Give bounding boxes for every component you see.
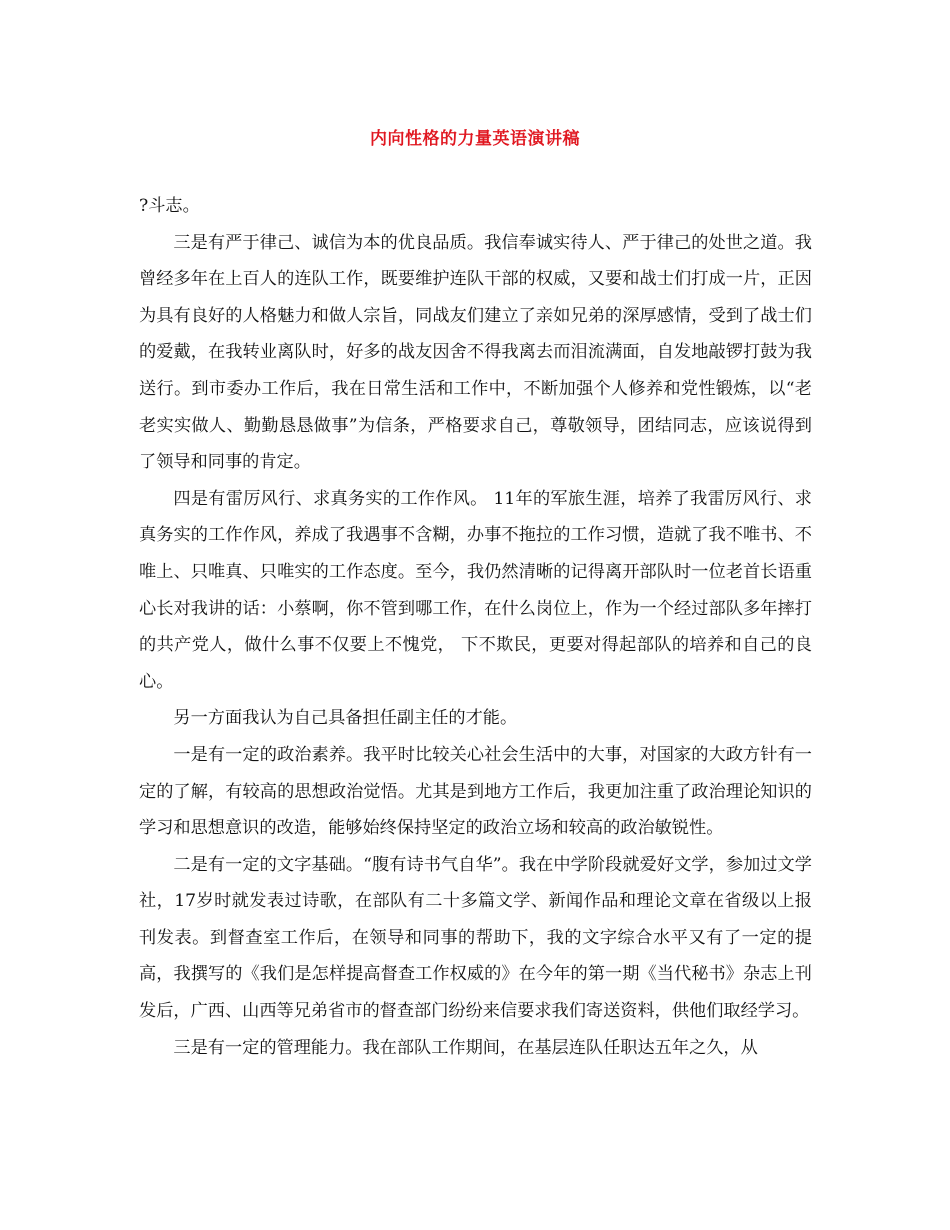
paragraph: 另一方面我认为自己具备担任副主任的才能。 bbox=[173, 708, 518, 729]
paragraph: 四是有雷厉风行、求真务实的工作作风。 11年的军旅生涯，培养了我雷厉风行、求真务实的工作作风，养成了我遇事不含糊，办事不拖拉的工作习惯，造就了我不唯书、不唯上、只唯真、只唯实的工作态度。至今，我仍然清晰的记得离开部队时一位老首长语重心长对我讲的话：小蔡啊，你不管到哪工作，在什么岗位上，作为一个经过部队多年摔打的共产党人，做什么事不仅要上不愧党， 下不欺民，更要对得起部队的培养和自己的良心。 bbox=[139, 488, 812, 692]
paragraph: 三是有严于律己、诚信为本的优良品质。我信奉诚实待人、严于律己的处世之道。我曾经多年在上百人的连队工作，既要维护连队干部的权威，又要和战士们打成一片，正因为具有良好的人格魅力和做人宗旨，同战友们建立了亲如兄弟的深厚感情，受到了战士们的爱戴，在我转业离队时，好多的战友因舍不得我离去而泪流满面，自发地敲锣打鼓为我送行。到市委办工作后，我在日常生活和工作中，不断加强个人修养和党性锻炼，以“老老实实做人、勤勤恳恳做事”为信条，严格要求自己，尊敬领导，团结同志，应该说得到了领导和同事的肯定。 bbox=[139, 232, 812, 473]
document-body bbox=[139, 188, 812, 1066]
paragraph: 二是有一定的文字基础。“腹有诗书气自华”。我在中学阶段就爱好文学，参加过文学社，17岁时就发表过诗歌，在部队有二十多篇文学、新闻作品和理论文章在省级以上报刊发表。到督查室工作后，在领导和同事的帮助下，我的文字综合水平又有了一定的提高，我撰写的《我们是怎样提高督查工作权威的》在今年的第一期《当代秘书》杂志上刊发后，广西、山西等兄弟省市的督查部门纷纷来信要求我们寄送资料，供他们取经学习。 bbox=[139, 854, 812, 1022]
paragraph: 三是有一定的管理能力。我在部队工作期间，在基层连队任职达五年之久，从 bbox=[173, 1037, 758, 1058]
paragraph-continuation: ?斗志。 bbox=[139, 196, 200, 216]
document-title: 内向性格的力量英语演讲稿 bbox=[370, 129, 580, 149]
paragraph: 一是有一定的政治素养。我平时比较关心社会生活中的大事，对国家的大政方针有一定的了解，有较高的思想政治觉悟。尤其是到地方工作后，我更加注重了政治理论知识的学习和思想意识的改造，能够始终保持坚定的政治立场和较高的政治敏锐性。 bbox=[139, 744, 812, 839]
